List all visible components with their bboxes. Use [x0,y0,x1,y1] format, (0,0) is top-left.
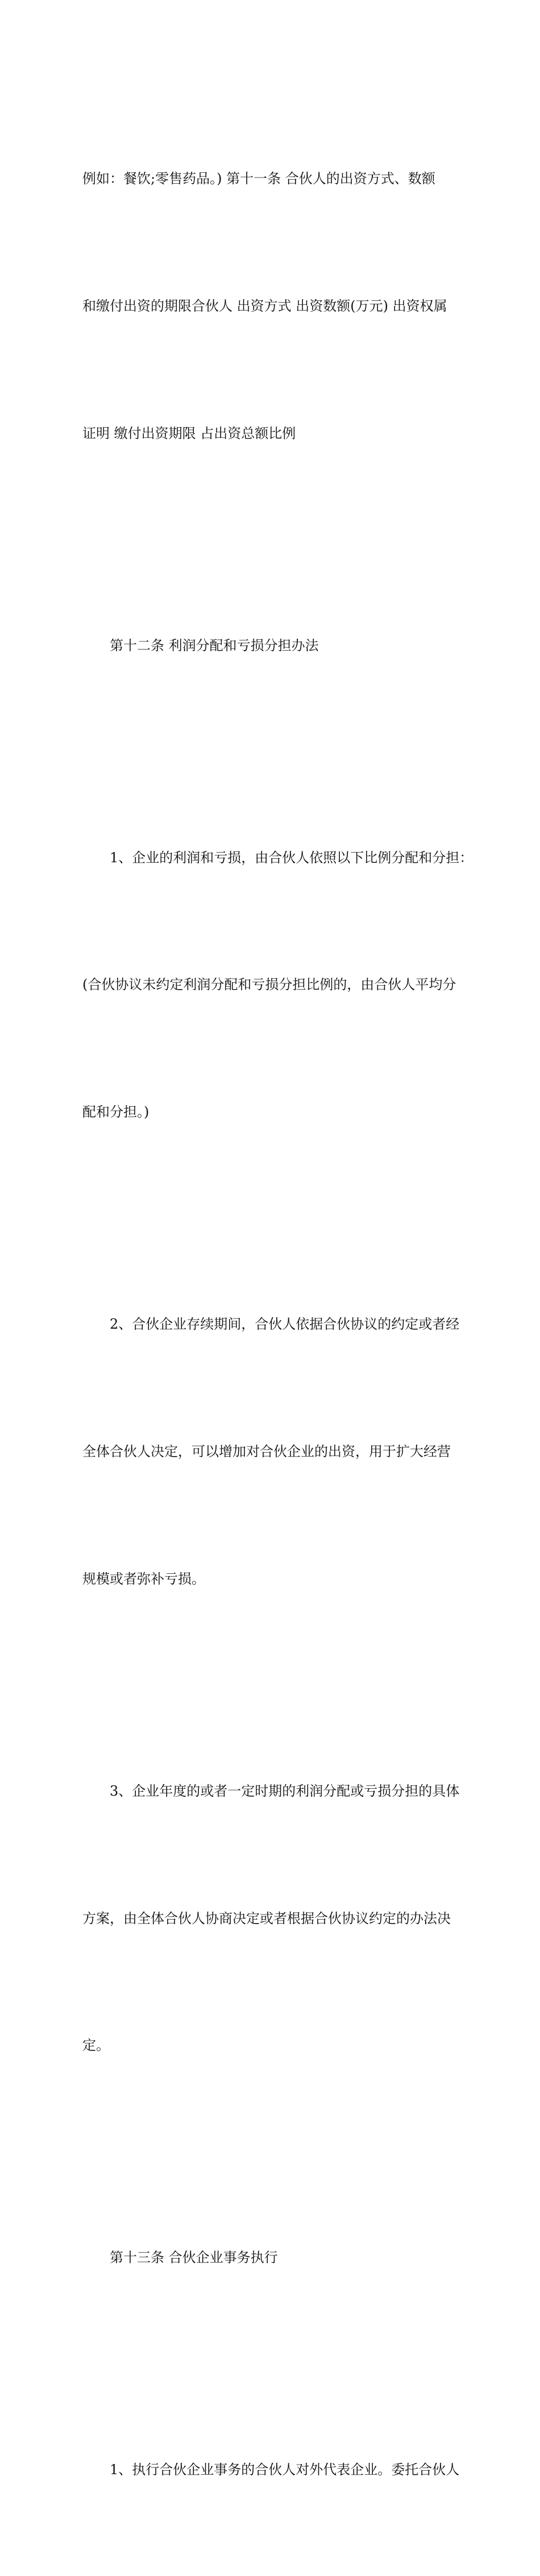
text-line: 和缴付出资的期限合伙人 出资方式 出资数额(万元) 出资权属 [82,297,447,314]
paragraph-article-12-item-1 [82,752,473,1219]
document-body [82,73,473,2576]
paragraph-article-12-item-3 [82,1685,460,2152]
article-13-heading [82,2152,460,2364]
text-line: 2、合伙企业存续期间，合伙人依据合伙协议的约定或者经 [82,1316,460,1333]
text-line: (合伙协议未约定利润分配和亏损分担比例的，由合伙人平均分 [82,977,456,993]
paragraph-business-scope-and-article-11 [82,73,460,540]
text-line: 规模或者弥补亏损。 [82,1570,205,1587]
text-line: 方案，由全体合伙人协商决定或者根据合伙协议约定的办法决 [82,1910,451,1926]
text-line: 例如：餐饮;零售药品。) 第十一条 合伙人的出资方式、数额 [82,171,435,187]
paragraph-article-13-item-1 [82,2364,460,2576]
text-line: 配和分担。) [82,1104,149,1120]
text-line: 1、企业的利润和亏损，由合伙人依照以下比例分配和分担： [82,849,473,866]
text-line: 第十三条 合伙企业事务执行 [82,2250,278,2266]
text-line: 1、执行合伙企业事务的合伙人对外代表企业。委托合伙人 [82,2462,460,2478]
text-line: 第十二条 利润分配和亏损分担办法 [82,637,319,654]
article-12-heading [82,540,460,752]
paragraph-article-12-item-2 [82,1218,460,1685]
text-line: 全体合伙人决定，可以增加对合伙企业的出资，用于扩大经营 [82,1444,451,1459]
text-line: 3、企业年度的或者一定时期的利润分配或亏损分担的具体 [82,1783,460,1799]
text-line: 证明 缴付出资期限 占出资总额比例 [82,425,296,441]
text-line: 定。 [82,2037,110,2054]
